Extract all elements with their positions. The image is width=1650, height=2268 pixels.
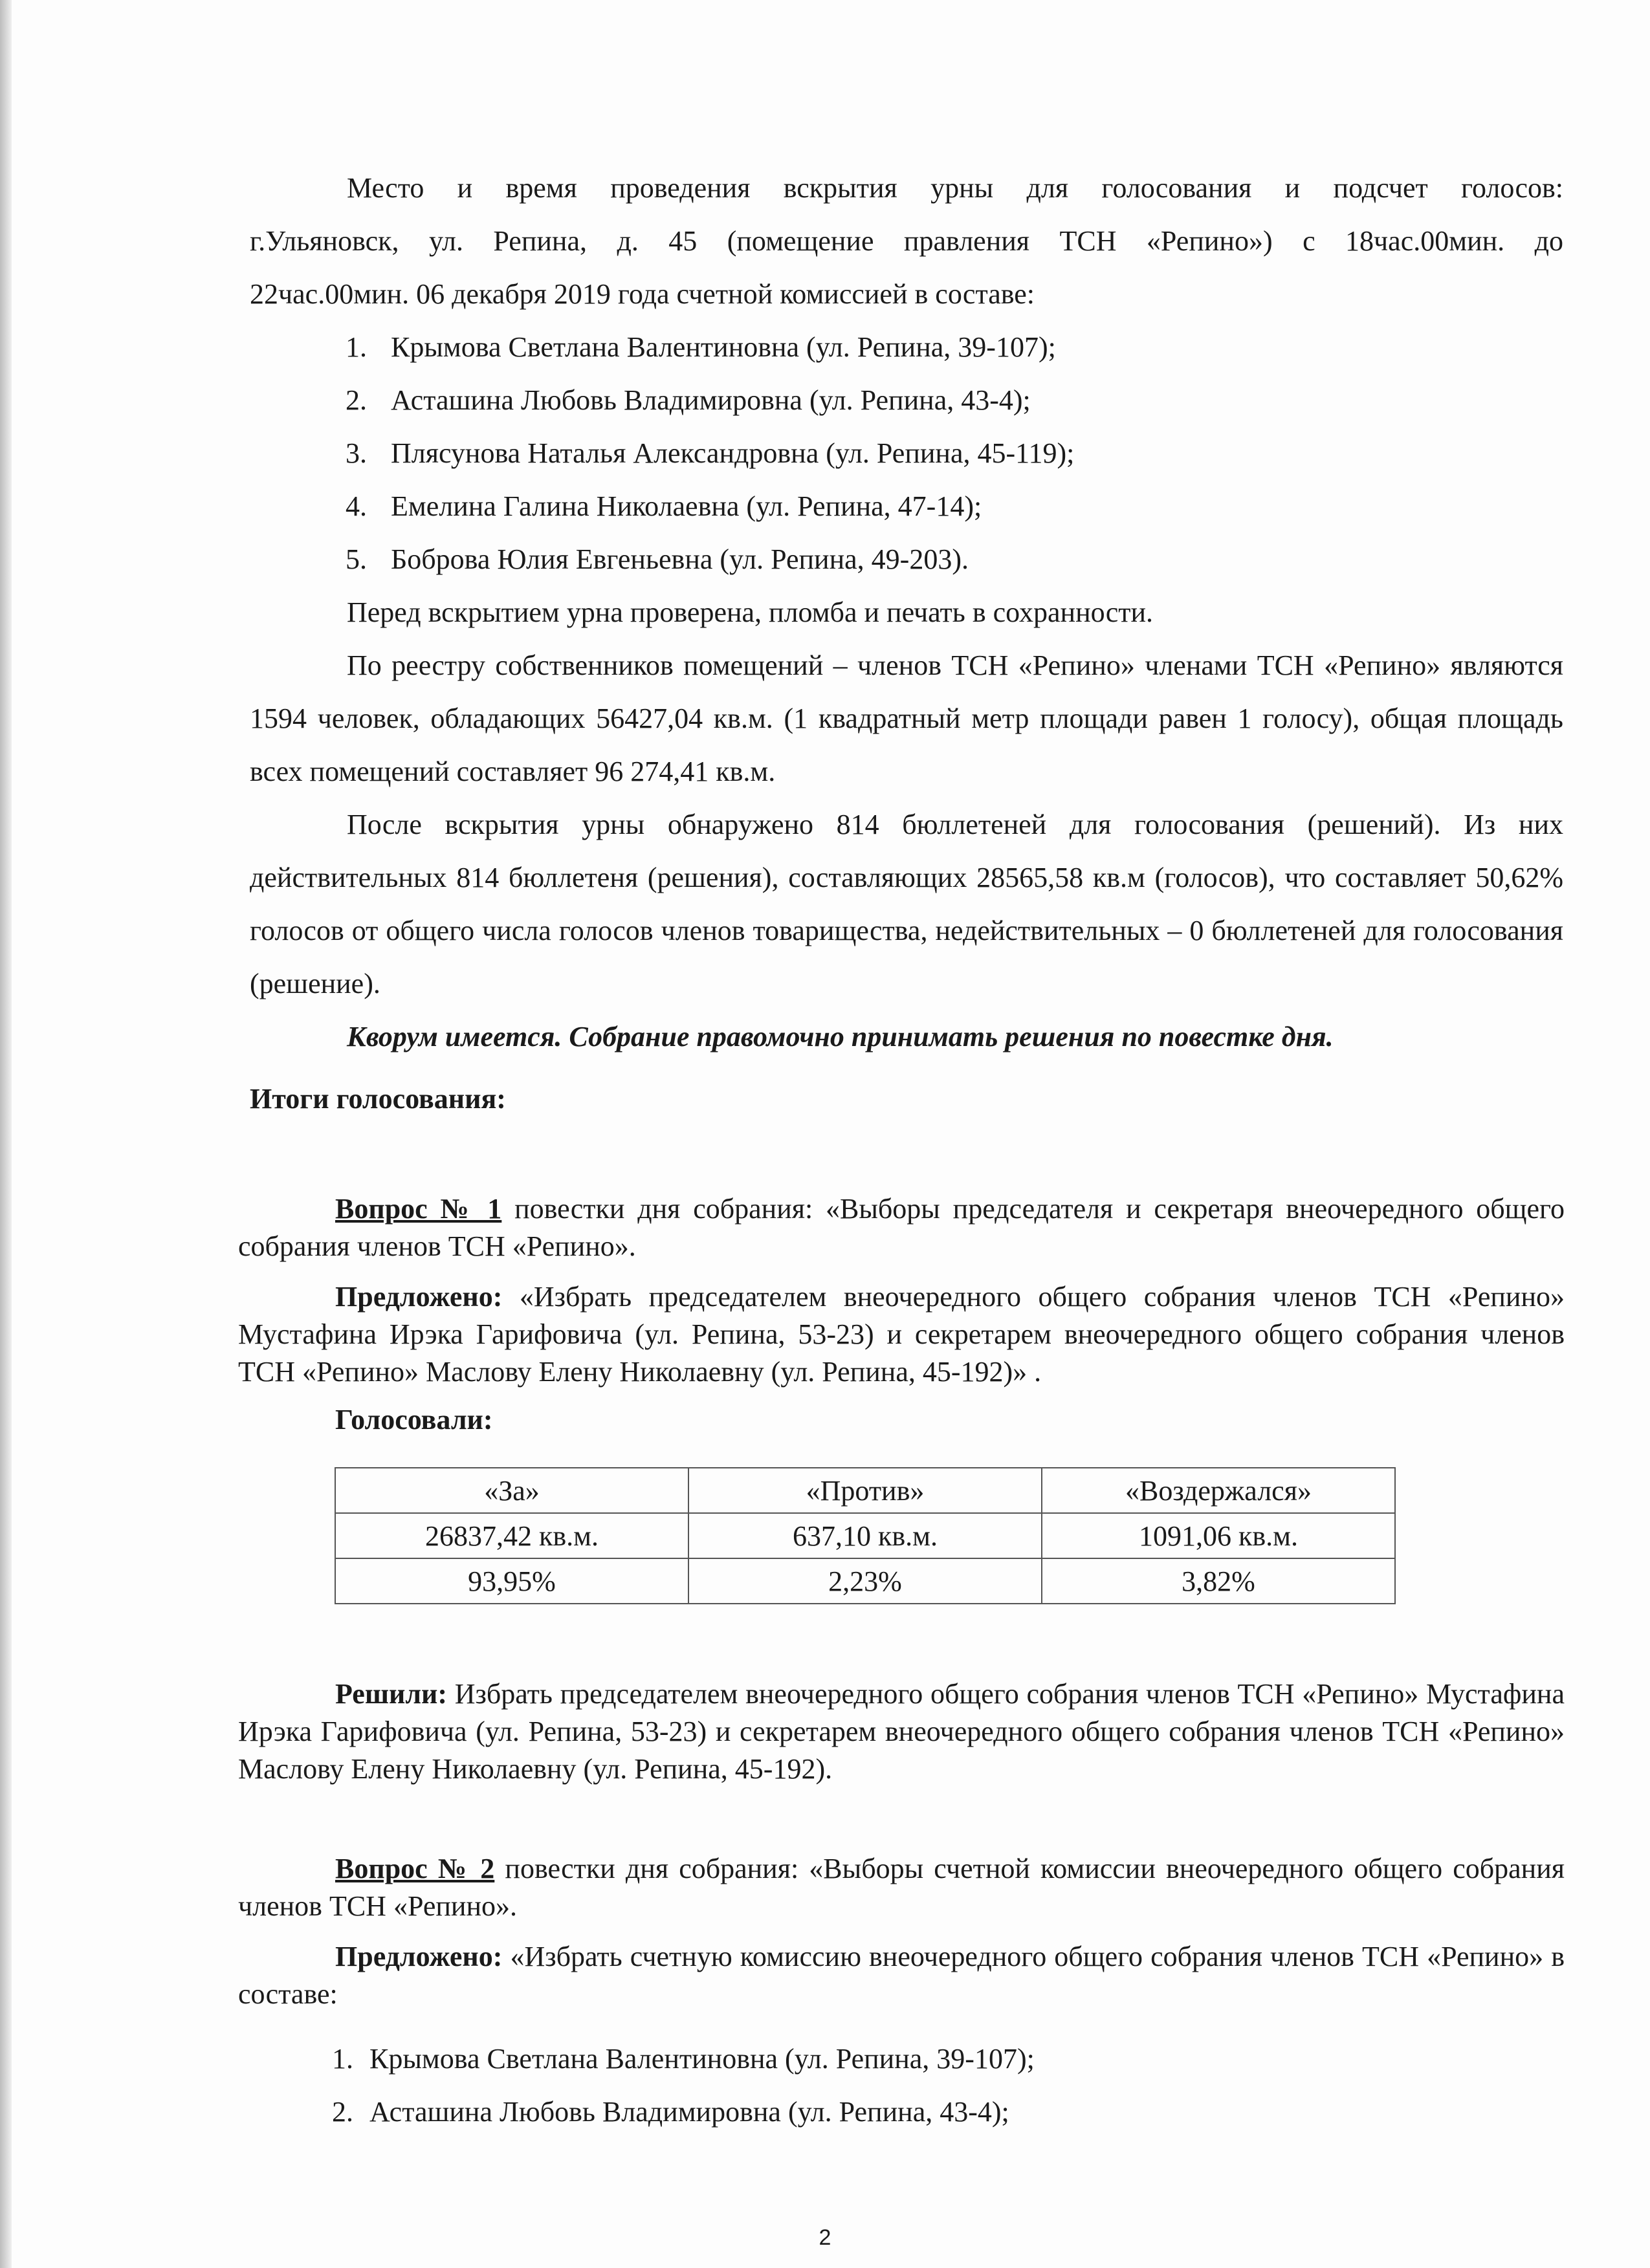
question-2-paragraph xyxy=(238,1850,1565,1925)
list-item: 2. Асташина Любовь Владимировна (ул. Репина, 43-4); xyxy=(346,384,1031,416)
results-title: Итоги голосования: xyxy=(250,1083,506,1115)
question-1-proposed: Предложено: «Избрать председателем внеочередного общего собрания членов ТСН «Репино» Мустафина Ирэка Гарифовича (ул. Репина, 53-23) и секретарем внеочередного общего собрания членов ТСН «Репино» Маслову Елену Николаевну (ул. Репина, 45-192)» . xyxy=(238,1281,1565,1388)
question-2-text: повестки дня собрания: «Выборы счетной комиссии внеочередного общего собрания членов ТСН «Репино». xyxy=(238,1853,1565,1922)
list-item: 3. Плясунова Наталья Александровна (ул. Репина, 45-119); xyxy=(346,437,1075,469)
votes-header-for: «За» xyxy=(335,1468,688,1513)
place-time-line-2: г.Ульяновск, ул. Репина, д. 45 (помещение правления ТСН «Репино») с 18час.00мин. до xyxy=(250,225,1563,257)
urn-check-paragraph: Перед вскрытием урна проверена, пломба и печать в сохранности. xyxy=(347,596,1154,628)
table-row xyxy=(335,1468,1395,1513)
votes-area-abstain: 1091,06 кв.м. xyxy=(1042,1513,1395,1558)
list-item: 1. Крымова Светлана Валентиновна (ул. Репина, 39-107); xyxy=(346,331,1056,363)
question-1-decision-block xyxy=(238,1675,1565,1788)
question-1-decided: Решили: Избрать председателем внеочередного общего собрания членов ТСН «Репино» Мустафина Ирэка Гарифовича (ул. Репина, 53-23) и секретарем внеочередного общего собрания членов ТСН «Репино» Маслову Елену Николаевну (ул. Репина, 45-192). xyxy=(238,1678,1565,1785)
intro-block xyxy=(250,162,1563,1126)
page-number: 2 xyxy=(819,2225,831,2250)
place-time-line-1: Место и время проведения вскрытия урны для голосования и подсчет голосов: xyxy=(347,172,1563,204)
question-1-block xyxy=(238,1190,1565,1439)
question-2-block xyxy=(238,1850,1565,2013)
list-item: 2. Асташина Любовь Владимировна (ул. Репина, 43-4); xyxy=(332,2096,1009,2128)
votes-header-abstain: «Воздержался» xyxy=(1042,1468,1395,1513)
scan-edge xyxy=(0,0,12,2268)
votes-percent-for: 93,95% xyxy=(335,1558,688,1604)
place-time-line-3: 22час.00мин. 06 декабря 2019 года счетной комиссией в составе: xyxy=(250,278,1035,310)
registry-paragraph: По реестру собственников помещений – членов ТСН «Репино» членами ТСН «Репино» являются 1594 человек, обладающих 56427,04 кв.м. (1 квадратный метр площади равен 1 голосу), общая площадь всех помещений составляет 96 274,41 кв.м. xyxy=(250,649,1563,787)
votes-area-against: 637,10 кв.м. xyxy=(688,1513,1042,1558)
table-row xyxy=(335,1558,1395,1604)
question-2-label: Вопрос № 2 xyxy=(335,1853,495,1884)
commission-list xyxy=(250,321,1563,586)
votes-percent-against: 2,23% xyxy=(688,1558,1042,1604)
ballots-paragraph: После вскрытия урны обнаружено 814 бюллетеней для голосования (решений). Из них действительных 814 бюллетеня (решения), составляющих 28565,58 кв.м (голосов), что составляет 50,62% голосов от общего числа голосов членов товарищества, недействительных – 0 бюллетеней для голосования (решение). xyxy=(250,809,1563,999)
list-item: 1. Крымова Светлана Валентиновна (ул. Репина, 39-107); xyxy=(332,2043,1035,2075)
question-1-label: Вопрос № 1 xyxy=(335,1193,502,1225)
question-1-voted: Голосовали: xyxy=(335,1404,493,1435)
question-2-proposed: Предложено: «Избрать счетную комиссию внеочередного общего собрания членов ТСН «Репино» в составе: xyxy=(238,1941,1565,2010)
votes-table xyxy=(335,1467,1396,1604)
votes-percent-abstain: 3,82% xyxy=(1042,1558,1395,1604)
question-1-text: повестки дня собрания: «Выборы председателя и секретаря внеочередного общего собрания членов ТСН «Репино». xyxy=(238,1193,1565,1262)
table-row xyxy=(335,1513,1395,1558)
question-2-member-list xyxy=(238,2033,1565,2139)
question-1-paragraph xyxy=(238,1190,1565,1265)
list-item: 4. Емелина Галина Николаевна (ул. Репина, 47-14); xyxy=(346,490,982,522)
votes-area-for: 26837,42 кв.м. xyxy=(335,1513,688,1558)
quorum-statement: Кворум имеется. Собрание правомочно принимать решения по повестке дня. xyxy=(347,1021,1334,1052)
list-item: 5. Боброва Юлия Евгеньевна (ул. Репина, 49-203). xyxy=(346,543,969,575)
votes-header-against: «Против» xyxy=(688,1468,1042,1513)
question-2-members-block xyxy=(238,2033,1565,2139)
